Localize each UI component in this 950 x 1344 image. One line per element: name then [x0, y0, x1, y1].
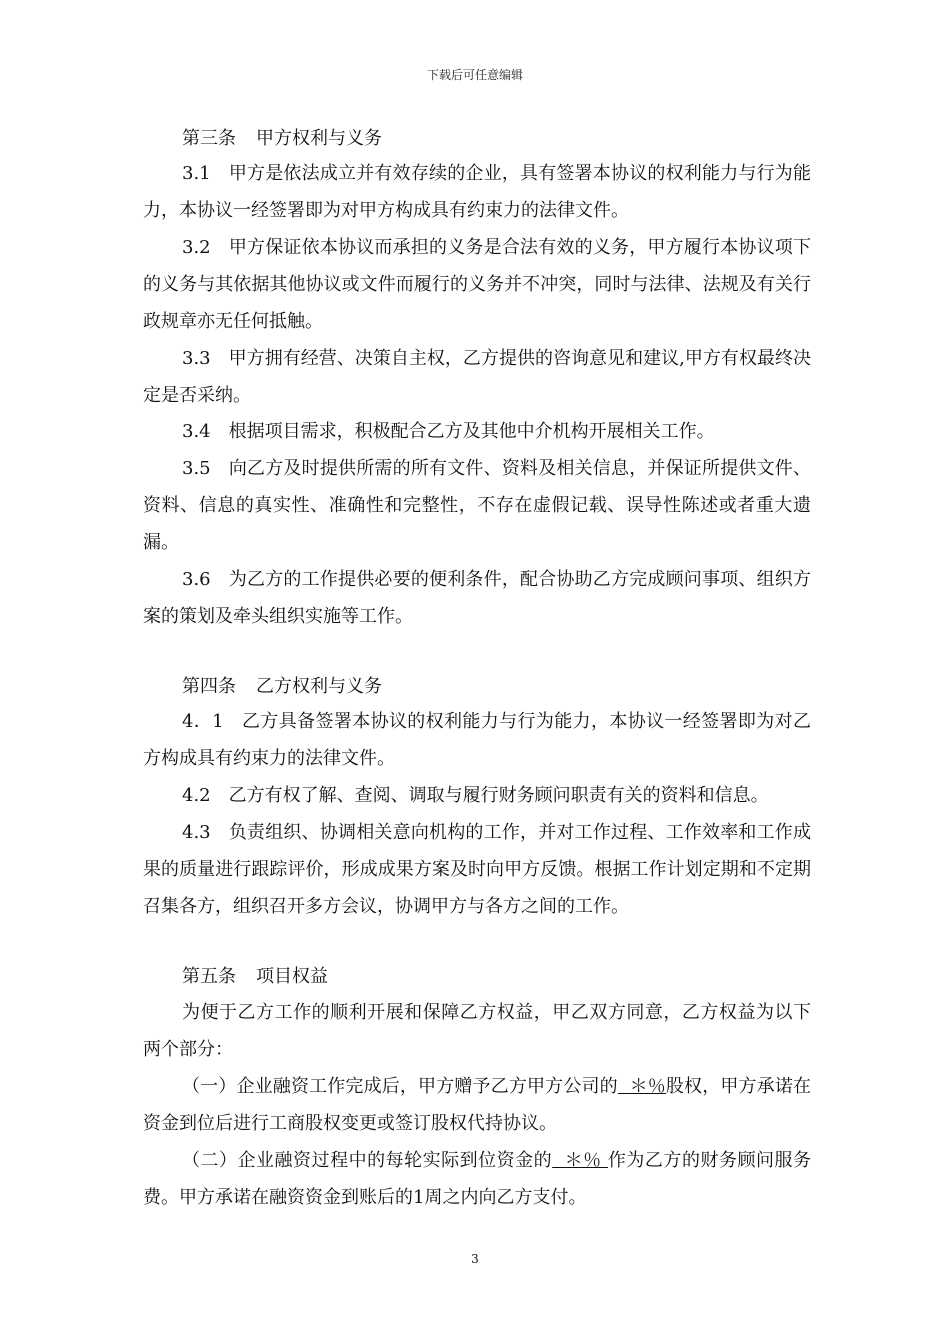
- clause-text: 乙方具备签署本协议的权利能力与行为能力，本协议一经签署即为对乙方构成具有约束力的法律文件。: [143, 711, 811, 769]
- clause-text: 甲方保证依本协议而承担的义务是合法有效的义务，甲方履行本协议项下的义务与其依据其他协议或文件而履行的义务并不冲突，同时与法律、法规及有关行政规章亦无任何抵触。: [143, 237, 811, 332]
- page-number: 3: [471, 1252, 479, 1266]
- article-3-title: 甲方权利与义务: [256, 128, 382, 149]
- clause-3-5: [143, 450, 811, 561]
- clause-text: 为乙方的工作提供必要的便利条件，配合协助乙方完成顾问事项、组织方案的策划及牵头组织实施等工作。: [143, 569, 811, 627]
- clause-number: 3.6: [182, 569, 211, 590]
- clause-3-3: [143, 340, 811, 414]
- clause-number: 3.4: [182, 421, 211, 442]
- benefit-item-1-suffix: 股权，甲方承诺在资金到位后进行工商股权变更或签订股权代持协议。: [143, 1076, 811, 1134]
- article-5-title: 项目权益: [256, 966, 328, 987]
- article-4-number: 第四条: [182, 676, 236, 697]
- clause-number: 3.1: [182, 163, 211, 184]
- article-5-intro: 为便于乙方工作的顺利开展和保障乙方权益，甲乙双方同意，乙方权益为以下两个部分：: [143, 1002, 811, 1060]
- equity-percent-blank: ＊％: [617, 1076, 666, 1097]
- benefit-item-1-prefix: （一）企业融资工作完成后，甲方赠予乙方甲方公司的: [182, 1076, 618, 1097]
- benefit-item-1: [143, 1068, 811, 1142]
- clause-number: 3.3: [182, 348, 211, 369]
- clause-3-1: [143, 155, 811, 229]
- clause-text: 乙方有权了解、查阅、调取与履行财务顾问职责有关的资料和信息。: [228, 785, 769, 806]
- article-4-title: 乙方权利与义务: [256, 676, 382, 697]
- clause-text: 根据项目需求，积极配合乙方及其他中介机构开展相关工作。: [228, 421, 715, 442]
- page-header: 下载后可任意编辑: [426, 68, 523, 82]
- clause-number: 3.5: [182, 458, 211, 479]
- clause-number: 4.3: [182, 822, 211, 843]
- clause-text: 甲方拥有经营、决策自主权，乙方提供的咨询意见和建议,甲方有权最终决定是否采纳。: [143, 348, 811, 406]
- clause-4-3: [143, 814, 811, 925]
- benefit-item-2-prefix: （二）企业融资过程中的每轮实际到位资金的: [182, 1150, 553, 1171]
- article-5-number: 第五条: [182, 966, 236, 987]
- clause-4-1: [143, 703, 811, 777]
- article-3-heading: [182, 127, 382, 151]
- fee-percent-blank: ＊％: [552, 1150, 608, 1171]
- article-3-number: 第三条: [182, 128, 236, 149]
- clause-text: 负责组织、协调相关意向机构的工作，并对工作过程、工作效率和工作成果的质量进行跟踪评价，形成成果方案及时向甲方反馈。根据工作计划定期和不定期召集各方，组织召开多方会议，协调甲方与各方之间的工作。: [143, 822, 811, 917]
- clause-number: 3.2: [182, 237, 211, 258]
- clause-text: 甲方是依法成立并有效存续的企业，具有签署本协议的权利能力与行为能力，本协议一经签署即为对甲方构成具有约束力的法律文件。: [143, 163, 811, 221]
- clause-text: 向乙方及时提供所需的所有文件、资料及相关信息，并保证所提供文件、资料、信息的真实性、准确性和完整性，不存在虚假记载、误导性陈述或者重大遗漏。: [143, 458, 811, 553]
- clause-number: 4．1: [182, 711, 224, 732]
- clause-3-2: [143, 229, 811, 340]
- clause-4-2: [143, 777, 811, 814]
- article-4-heading: [182, 675, 382, 699]
- clause-3-4: [143, 413, 811, 450]
- article-5-heading: [182, 965, 328, 989]
- clause-number: 4.2: [182, 785, 211, 806]
- clause-3-6: [143, 561, 811, 635]
- benefit-item-2: [143, 1142, 811, 1216]
- benefit-item-2-suffix: 作为乙方的财务顾问服务费。甲方承诺在融资资金到账后的1周之内向乙方支付。: [143, 1150, 811, 1208]
